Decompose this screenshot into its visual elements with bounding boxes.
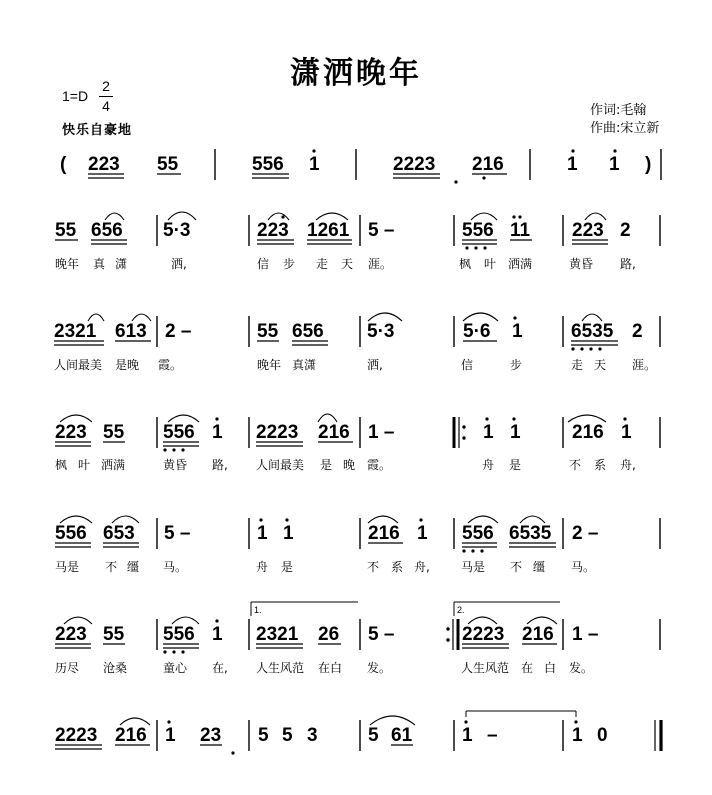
high-octave-dot bbox=[215, 619, 218, 622]
lyric: 不 bbox=[569, 458, 582, 472]
note: 216 bbox=[368, 523, 400, 544]
note: 1 bbox=[257, 523, 268, 544]
low-octave-dot bbox=[454, 180, 457, 183]
note: 2223 bbox=[55, 725, 98, 746]
lyric: 缰 bbox=[533, 560, 546, 574]
note: 1 bbox=[572, 725, 583, 746]
lyric: 舟, bbox=[620, 458, 636, 472]
lyric: 不 bbox=[105, 560, 118, 574]
note: ) bbox=[645, 154, 652, 175]
high-octave-dot bbox=[512, 417, 515, 420]
lyric: 舟, bbox=[414, 560, 430, 574]
low-octave-dot bbox=[465, 246, 468, 249]
lyric: 人间最美 bbox=[54, 358, 103, 372]
lyric: 枫 bbox=[459, 257, 472, 271]
note: 556 bbox=[462, 220, 494, 241]
slur bbox=[368, 516, 398, 523]
note: 1 bbox=[309, 154, 320, 175]
lyric: 潇 bbox=[115, 257, 128, 271]
note: 55 bbox=[103, 422, 125, 443]
lyric: 洒, bbox=[171, 257, 187, 271]
note: 1 bbox=[417, 523, 428, 544]
lyric: 叶 bbox=[78, 458, 91, 472]
note: 556 bbox=[163, 422, 195, 443]
key-signature: 1=D bbox=[62, 88, 89, 104]
lyric: 晚年 bbox=[55, 257, 80, 271]
note: 556 bbox=[163, 624, 195, 645]
lyric: 是 bbox=[509, 458, 522, 472]
low-octave-dot bbox=[181, 448, 184, 451]
slur bbox=[168, 212, 196, 220]
note: 656 bbox=[292, 321, 324, 342]
slur bbox=[520, 516, 545, 523]
lyric: 在白 bbox=[318, 661, 343, 675]
note: 2321 bbox=[54, 321, 97, 342]
lyric: 在, bbox=[212, 661, 228, 675]
slur bbox=[468, 516, 498, 523]
low-octave-dot bbox=[480, 549, 483, 552]
note: 5 bbox=[368, 725, 379, 746]
lyric: 马。 bbox=[571, 560, 596, 574]
note: 223 bbox=[88, 154, 120, 175]
high-octave-dot bbox=[613, 149, 616, 152]
low-octave-dot bbox=[598, 347, 601, 350]
lyric: 真潇 bbox=[292, 358, 317, 372]
lyric: 发。 bbox=[569, 661, 594, 675]
lyric: 涯。 bbox=[632, 358, 657, 372]
repeat-dot bbox=[446, 638, 449, 641]
slur bbox=[582, 314, 602, 321]
slur bbox=[60, 415, 92, 422]
slur bbox=[132, 314, 151, 321]
note: 1 bbox=[283, 523, 294, 544]
low-octave-dot bbox=[474, 246, 477, 249]
lyric: 黄昏 bbox=[163, 458, 188, 472]
slur bbox=[268, 213, 289, 220]
lyric: 叶 bbox=[484, 257, 497, 271]
slur bbox=[568, 415, 606, 422]
composer-credit: 作曲:宋立新 bbox=[590, 121, 660, 136]
note: 1 – bbox=[572, 624, 599, 645]
meter-top: 2 bbox=[102, 78, 110, 94]
slur bbox=[112, 516, 139, 523]
slur bbox=[468, 617, 497, 624]
repeat-dot bbox=[462, 436, 465, 439]
lyric: 洒满 bbox=[101, 458, 126, 472]
slur bbox=[88, 314, 104, 321]
tempo-marking: 快乐自豪地 bbox=[62, 123, 133, 138]
slur bbox=[370, 716, 415, 725]
lyric: 白 bbox=[544, 661, 557, 675]
note: 2223 bbox=[462, 624, 505, 645]
note: 1 bbox=[609, 154, 620, 175]
slur bbox=[527, 617, 557, 624]
slur bbox=[105, 213, 124, 220]
low-octave-dot bbox=[172, 650, 175, 653]
note: 223 bbox=[257, 220, 289, 241]
note: 1 bbox=[512, 321, 523, 342]
note: 1 bbox=[510, 422, 521, 443]
note: 2 bbox=[620, 220, 631, 241]
lyric: 人生风范 bbox=[461, 661, 510, 675]
high-octave-dot bbox=[512, 215, 515, 218]
lyric: 童心 bbox=[163, 661, 188, 675]
lyric: 晚 bbox=[343, 458, 356, 472]
lyric: 人生风范 bbox=[256, 661, 305, 675]
note: 3 bbox=[307, 725, 318, 746]
note: 1 bbox=[483, 422, 494, 443]
low-octave-dot bbox=[580, 347, 583, 350]
low-octave-dot bbox=[163, 650, 166, 653]
note: 613 bbox=[115, 321, 147, 342]
high-octave-dot bbox=[215, 417, 218, 420]
note: – bbox=[487, 725, 498, 746]
low-octave-dot bbox=[462, 549, 465, 552]
slur bbox=[64, 617, 92, 624]
note: 1 – bbox=[368, 422, 395, 443]
lyricist-credit: 作词:毛翰 bbox=[590, 103, 647, 118]
note: 0 bbox=[597, 725, 608, 746]
lyric: 洒, bbox=[367, 358, 383, 372]
note: 216 bbox=[472, 154, 504, 175]
lyric: 走 bbox=[316, 257, 329, 271]
note: 216 bbox=[318, 422, 350, 443]
lyric: 在 bbox=[521, 661, 534, 675]
slur bbox=[585, 213, 606, 220]
lyric: 马。 bbox=[163, 560, 188, 574]
low-octave-dot bbox=[589, 347, 592, 350]
slur bbox=[471, 213, 497, 220]
high-octave-dot bbox=[419, 518, 422, 521]
high-octave-dot bbox=[485, 417, 488, 420]
lyric: 步 bbox=[283, 257, 296, 271]
note: 223 bbox=[55, 624, 87, 645]
note: 556 bbox=[55, 523, 87, 544]
note: 656 bbox=[91, 220, 123, 241]
lyric: 涯。 bbox=[368, 257, 393, 271]
low-octave-dot bbox=[483, 246, 486, 249]
note: 1 bbox=[567, 154, 578, 175]
low-octave-dot bbox=[482, 176, 485, 179]
lyric: 系 bbox=[391, 560, 404, 574]
lyric: 舟 bbox=[256, 560, 269, 574]
note: 1 bbox=[462, 725, 473, 746]
meter-bottom: 4 bbox=[102, 98, 110, 114]
slur bbox=[60, 516, 92, 523]
note: 5 – bbox=[164, 523, 191, 544]
lyric: 黄昏 bbox=[569, 257, 594, 271]
note: 55 bbox=[103, 624, 125, 645]
volta-1-label: 1. bbox=[254, 605, 262, 615]
note: ( bbox=[60, 154, 67, 175]
lyric: 霞。 bbox=[367, 458, 392, 472]
lyric: 是晚 bbox=[115, 358, 140, 372]
note: 55 bbox=[157, 154, 179, 175]
lyric: 天 bbox=[341, 257, 354, 271]
lyric: 马是 bbox=[461, 560, 486, 574]
slur bbox=[463, 313, 498, 321]
note: 26 bbox=[318, 624, 340, 645]
note: 6535 bbox=[509, 523, 552, 544]
high-octave-dot bbox=[259, 518, 262, 521]
note: 556 bbox=[462, 523, 494, 544]
note: 216 bbox=[572, 422, 604, 443]
note: 216 bbox=[115, 725, 147, 746]
slur bbox=[316, 213, 348, 220]
lyric: 缰 bbox=[127, 560, 140, 574]
high-octave-dot bbox=[281, 215, 284, 218]
note: 55 bbox=[55, 220, 77, 241]
note: 1261 bbox=[307, 220, 350, 241]
lyric: 是 bbox=[320, 458, 333, 472]
slur bbox=[168, 415, 199, 422]
note: 23 bbox=[200, 725, 222, 746]
note: 2321 bbox=[256, 624, 299, 645]
lyric: 步 bbox=[510, 358, 523, 372]
note: 5·3 bbox=[163, 220, 191, 241]
volta-2-label: 2. bbox=[457, 605, 465, 615]
slur bbox=[172, 617, 199, 624]
repeat-dot bbox=[462, 425, 465, 428]
lyric: 枫 bbox=[55, 458, 68, 472]
low-octave-dot bbox=[163, 448, 166, 451]
lyric: 路, bbox=[620, 257, 636, 271]
note: 556 bbox=[252, 154, 284, 175]
high-octave-dot bbox=[167, 720, 170, 723]
low-octave-dot bbox=[571, 347, 574, 350]
lyric: 信 bbox=[257, 257, 270, 271]
note: 55 bbox=[257, 321, 279, 342]
lyric: 马是 bbox=[55, 560, 80, 574]
lyric: 沧桑 bbox=[103, 661, 128, 675]
lyric: 洒满 bbox=[508, 257, 533, 271]
note: 61 bbox=[391, 725, 413, 746]
note: 1 bbox=[621, 422, 632, 443]
lyric: 真 bbox=[93, 257, 106, 271]
note: 1 bbox=[165, 725, 176, 746]
low-octave-dot bbox=[172, 448, 175, 451]
high-octave-dot bbox=[285, 518, 288, 521]
high-octave-dot bbox=[518, 215, 521, 218]
repeat-dot bbox=[446, 627, 449, 630]
note: 5 bbox=[258, 725, 269, 746]
low-octave-dot bbox=[231, 751, 234, 754]
note: 2 bbox=[632, 321, 643, 342]
note: 2 – bbox=[572, 523, 599, 544]
lyric: 发。 bbox=[367, 661, 392, 675]
lyric: 系 bbox=[594, 458, 607, 472]
note: 216 bbox=[522, 624, 554, 645]
lyric: 霞。 bbox=[158, 358, 183, 372]
note: 2223 bbox=[393, 154, 436, 175]
note: 5·6 bbox=[463, 321, 491, 342]
high-octave-dot bbox=[312, 149, 315, 152]
lyric: 信 bbox=[461, 358, 474, 372]
lyric: 是 bbox=[281, 560, 294, 574]
note: 653 bbox=[103, 523, 135, 544]
high-octave-dot bbox=[623, 417, 626, 420]
note: 5 – bbox=[368, 220, 395, 241]
slur bbox=[318, 414, 337, 422]
slur bbox=[120, 718, 150, 725]
note: 5 – bbox=[368, 624, 395, 645]
high-octave-dot bbox=[571, 149, 574, 152]
note: 223 bbox=[572, 220, 604, 241]
note: 1 bbox=[212, 422, 223, 443]
high-octave-dot bbox=[574, 720, 577, 723]
slur bbox=[368, 313, 402, 321]
note: 2223 bbox=[256, 422, 299, 443]
note: 2 – bbox=[165, 321, 192, 342]
lyric: 不 bbox=[367, 560, 380, 574]
note: 11 bbox=[510, 220, 531, 241]
lyric: 天 bbox=[594, 358, 607, 372]
song-title: 潇洒晚年 bbox=[290, 56, 422, 91]
note: 1 bbox=[212, 624, 223, 645]
high-octave-dot bbox=[464, 720, 467, 723]
lyric: 历尽 bbox=[55, 661, 80, 675]
note: 223 bbox=[55, 422, 87, 443]
low-octave-dot bbox=[181, 650, 184, 653]
lyric: 走 bbox=[571, 358, 584, 372]
lyric: 不 bbox=[510, 560, 523, 574]
low-octave-dot bbox=[471, 549, 474, 552]
note: 5·3 bbox=[367, 321, 395, 342]
note: 6535 bbox=[571, 321, 614, 342]
lyric: 舟 bbox=[482, 458, 495, 472]
lyric: 路, bbox=[212, 458, 228, 472]
high-octave-dot bbox=[513, 316, 516, 319]
lyric: 晚年 bbox=[257, 358, 282, 372]
note: 5 bbox=[282, 725, 293, 746]
lyric: 人间最美 bbox=[256, 458, 305, 472]
